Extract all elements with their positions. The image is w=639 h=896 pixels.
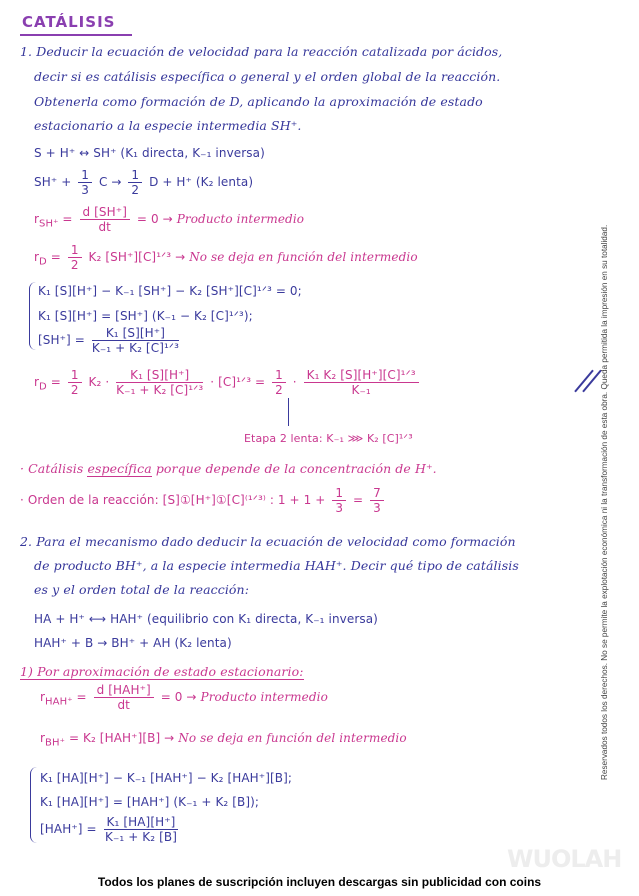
page-title: CATÁLISIS xyxy=(22,13,116,31)
fraction-one-half xyxy=(68,243,82,272)
fraction-denominator: K₋₁ + K₂ [B] xyxy=(105,830,177,844)
step1-rate-intermediate xyxy=(34,205,304,234)
mech1-reaction-2 xyxy=(34,168,253,197)
equals-sign: = xyxy=(62,212,73,226)
fraction-one-third xyxy=(78,168,92,197)
rate-subscript: SH⁺ xyxy=(39,218,59,230)
system1-line-3 xyxy=(38,326,182,355)
fraction-denominator: K₋₁ + K₂ [C]¹ᐟ³ xyxy=(116,383,204,397)
fraction-denominator: dt xyxy=(117,698,130,712)
fraction-numerator: K₁ [S][H⁺] xyxy=(116,368,203,383)
copyright-notice: Reservados todos los derechos. No se permite la explotación económica ni la transformación de esta obra. Queda permitida la impresión en su totalidad. xyxy=(600,224,609,780)
fraction-denominator: 2 xyxy=(70,383,79,397)
wuolah-logo: WUOLAH xyxy=(507,845,622,873)
rd-result xyxy=(34,368,422,397)
fraction-numerator: 1 xyxy=(68,368,82,383)
fraction-numerator: 1 xyxy=(78,168,92,183)
step2-note: No se deja en función del intermedio xyxy=(189,250,418,264)
step4-rate-product xyxy=(40,731,407,748)
conclusion-1-a: · Catálisis xyxy=(20,461,84,476)
rate-subscript: D xyxy=(39,256,47,268)
fraction-one-half xyxy=(68,368,82,397)
rate-subscript: HAH⁺ xyxy=(45,696,73,708)
down-arrow-icon xyxy=(288,398,289,426)
q2-text-line-2: de producto BH⁺, a la especie intermedia HAH⁺. Decir qué tipo de catálisis xyxy=(34,558,519,573)
mech1-r2-part-c: D + H⁺ (K₂ lenta) xyxy=(149,175,254,189)
fraction-denominator: 2 xyxy=(131,183,140,197)
rate-subscript: D xyxy=(39,381,47,393)
rate-symbol: r xyxy=(34,250,40,264)
mech2-reaction-1: HA + H⁺ ⟷ HAH⁺ (equilibrio con K₁ directa, K₋₁ inversa) xyxy=(34,612,378,626)
fraction-denominator: 2 xyxy=(70,258,79,272)
q1-text-line-1: 1. Deducir la ecuación de velocidad para la reacción catalizada por ácidos, xyxy=(20,44,503,59)
conclusion-2 xyxy=(20,486,387,515)
q2-text-line-3: es y el orden total de la reacción: xyxy=(34,582,250,597)
rate-symbol: r xyxy=(34,212,40,226)
fraction-numerator: 1 xyxy=(68,243,82,258)
system1-l3-lhs: [SH⁺] = xyxy=(38,333,85,347)
equals-zero-arrow: = 0 → xyxy=(160,690,197,704)
system2-brace xyxy=(30,767,37,843)
fraction-denominator: 3 xyxy=(373,501,381,515)
conclusion-2-a: · Orden de la reacción: [S]①[H⁺]①[C]⁽¹ᐟ³⁾ : 1 + 1 + xyxy=(20,493,326,507)
mech2-reaction-2: HAH⁺ + B → BH⁺ + AH (K₂ lenta) xyxy=(34,636,232,650)
fraction-denominator: 3 xyxy=(81,183,90,197)
step1-note: Producto intermedio xyxy=(176,212,305,226)
system2-line-2: K₁ [HA][H⁺] = [HAH⁺] (K₋₁ + K₂ [B]); xyxy=(40,795,260,809)
fraction-numerator: d [SH⁺] xyxy=(80,205,130,220)
fraction-one-half xyxy=(128,168,142,197)
q2-text-line-1: 2. Para el mecanismo dado deducir la ecuación de velocidad como formación xyxy=(20,534,516,549)
fraction-denominator: 2 xyxy=(275,383,283,397)
fraction-numerator: K₁ [S][H⁺] xyxy=(92,326,179,341)
footer-banner[interactable]: Todos los planes de suscripción incluyen descargas sin publicidad con coins xyxy=(97,875,542,889)
fraction-numerator: K₁ K₂ [S][H⁺][C]¹ᐟ³ xyxy=(304,368,419,383)
q1-text-line-2: decir si es catálisis específica o general y el orden global de la reacción. xyxy=(34,69,501,84)
rd-dot: · xyxy=(292,375,297,389)
fraction-seven-thirds xyxy=(370,486,384,515)
system2-fraction xyxy=(104,815,179,844)
system1-brace xyxy=(29,282,36,350)
rd-note: Etapa 2 lenta: K₋₁ ⋙ K₂ [C]¹ᐟ³ xyxy=(244,432,413,445)
q1-text-line-4: estacionario a la especie intermedia SH⁺. xyxy=(34,118,302,133)
system2-line-1: K₁ [HA][H⁺] − K₋₁ [HAH⁺] − K₂ [HAH⁺][B]; xyxy=(40,771,293,785)
system1-line-1: K₁ [S][H⁺] − K₋₁ [SH⁺] − K₂ [SH⁺][C]¹ᐟ³ = 0; xyxy=(38,284,302,298)
step4-note: No se deja en función del intermedio xyxy=(178,731,407,745)
system1-line-2: K₁ [S][H⁺] = [SH⁺] (K₋₁ − K₂ [C]¹ᐟ³); xyxy=(38,309,253,323)
fraction-denominator: K₋₁ + K₂ [C]¹ᐟ³ xyxy=(91,341,179,355)
step3-rate-intermediate xyxy=(40,683,328,712)
rd-substituted-fraction xyxy=(116,368,203,397)
equals-sign: = xyxy=(50,375,61,389)
fraction-numerator: K₁ [HA][H⁺] xyxy=(104,815,179,830)
system2-line-3 xyxy=(40,815,181,844)
rate-symbol: r xyxy=(40,690,46,704)
fraction-one-half xyxy=(272,368,286,397)
conclusion-1-c: porque depende de la concentración de H⁺. xyxy=(155,461,437,476)
title-underline xyxy=(20,34,132,36)
mech1-r2-part-b: C → xyxy=(98,175,122,189)
conclusion-1 xyxy=(20,461,437,476)
section-heading: 1) Por aproximación de estado estacionario: xyxy=(20,664,304,679)
rate-subscript: BH⁺ xyxy=(45,737,66,749)
fraction-numerator: 1 xyxy=(272,368,286,383)
q1-text-line-3: Obtenerla como formación de D, aplicando la aproximación de estado xyxy=(34,94,483,109)
equals-sign: = xyxy=(76,690,87,704)
fraction-denominator: dt xyxy=(98,220,111,234)
rd-k2: K₂ · xyxy=(88,375,110,389)
fraction-denominator: 3 xyxy=(335,501,344,515)
step3-note: Producto intermedio xyxy=(200,690,328,704)
system1-fraction xyxy=(92,326,179,355)
step2-expression: K₂ [SH⁺][C]¹ᐟ³ → xyxy=(88,250,186,264)
step4-expression: = K₂ [HAH⁺][B] → xyxy=(68,731,175,745)
rate-symbol: r xyxy=(34,375,40,389)
fraction-denominator: K₋₁ xyxy=(351,383,371,397)
fraction-one-third xyxy=(332,486,346,515)
fraction-numerator: 7 xyxy=(370,486,384,501)
mech1-r2-part-a: SH⁺ + xyxy=(34,175,72,189)
conclusion-1-b: específica xyxy=(87,461,152,476)
derivative-fraction xyxy=(94,683,154,712)
fraction-numerator: 1 xyxy=(128,168,142,183)
equals-sign: = xyxy=(50,250,61,264)
rd-final-fraction xyxy=(304,368,419,397)
derivative-fraction xyxy=(80,205,130,234)
mech1-reaction-1: S + H⁺ ↔ SH⁺ (K₁ directa, K₋₁ inversa) xyxy=(34,146,265,160)
fraction-numerator: 1 xyxy=(332,486,346,501)
fraction-numerator: d [HAH⁺] xyxy=(94,683,154,698)
rate-symbol: r xyxy=(40,731,46,745)
equals-zero-arrow: = 0 → xyxy=(136,212,173,226)
conclusion-2-b: = xyxy=(353,493,364,507)
system2-l3-lhs: [HAH⁺] = xyxy=(40,822,97,836)
rd-middle: · [C]¹ᐟ³ = xyxy=(210,375,266,389)
step2-rate-product xyxy=(34,243,418,272)
